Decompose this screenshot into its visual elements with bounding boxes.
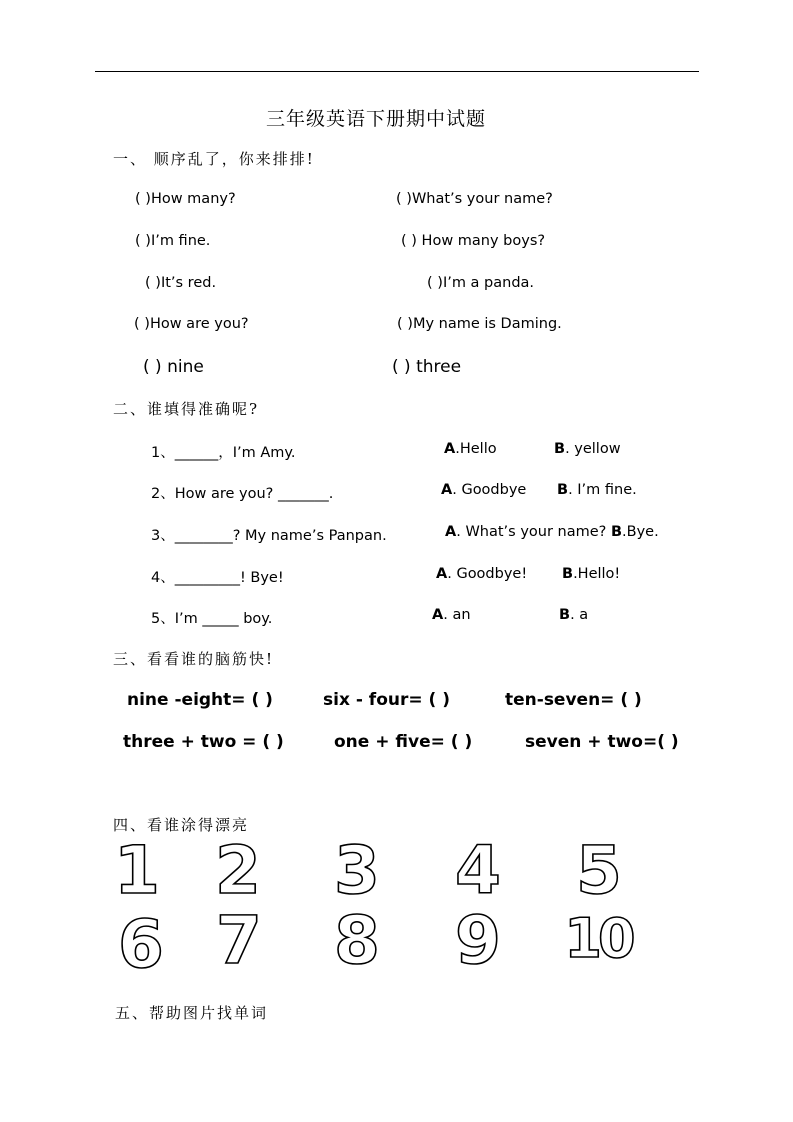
- outline-number-2: 2: [215, 832, 261, 909]
- question-text: 2、How are you? _______.: [151, 486, 334, 502]
- outline-number-1: 1: [114, 832, 160, 909]
- section1-heading: 一、 顺序乱了，你来排排!: [113, 150, 315, 168]
- outline-number-6: 6: [118, 906, 164, 983]
- math-problem: seven + two=( ): [525, 732, 679, 752]
- outline-number-10: 10: [564, 907, 632, 970]
- option-a: A. an: [432, 607, 471, 623]
- option-b: B. a: [559, 607, 589, 623]
- section4-heading: 四、看谁涂得漂亮: [113, 816, 250, 834]
- outline-number-9: 9: [455, 902, 501, 979]
- option-a: A. What’s your name? B.Bye.: [445, 524, 659, 540]
- question-text: 4、_________! Bye!: [151, 570, 284, 586]
- list-item: ( )How are you?: [134, 316, 249, 332]
- list-item: ( ) How many boys?: [401, 233, 546, 249]
- question-text: 3、________? My name’s Panpan.: [151, 528, 387, 544]
- list-item: ( )How many?: [135, 191, 236, 207]
- section3-heading: 三、看看谁的脑筋快!: [113, 650, 275, 668]
- question-text: 5、I’m _____ boy.: [151, 611, 273, 627]
- option-b: B. yellow: [554, 441, 621, 457]
- option-a: A. Goodbye: [441, 482, 527, 498]
- math-problem: three + two = ( ): [123, 732, 284, 752]
- outline-number-4: 4: [455, 832, 501, 909]
- option-a: A.Hello: [444, 441, 497, 457]
- page-title: 三年级英语下册期中试题: [266, 108, 487, 130]
- list-item: ( )It’s red.: [145, 275, 217, 291]
- outline-number-3: 3: [334, 832, 380, 909]
- section5-heading: 五、帮助图片找单词: [115, 1004, 269, 1022]
- question-text: 1、______，I’m Amy.: [151, 445, 296, 461]
- option-b: B.Hello!: [562, 566, 621, 582]
- list-item: ( )What’s your name?: [396, 191, 553, 207]
- list-item: ( )I’m a panda.: [427, 275, 535, 291]
- math-problem: six - four= ( ): [323, 690, 450, 710]
- list-item: ( )I’m fine.: [135, 233, 211, 249]
- list-item: ( )My name is Daming.: [397, 316, 562, 332]
- section2-heading: 二、谁填得准确呢?: [113, 400, 260, 418]
- option-b: B. I’m fine.: [557, 482, 637, 498]
- outline-number-5: 5: [576, 832, 622, 909]
- math-problem: ten-seven= ( ): [505, 690, 642, 710]
- math-problem: one + five= ( ): [334, 732, 473, 752]
- list-item: ( ) nine: [143, 357, 204, 377]
- outline-number-7: 7: [216, 902, 262, 979]
- option-a: A. Goodbye!: [436, 566, 528, 582]
- list-item: ( ) three: [392, 357, 462, 377]
- outline-number-8: 8: [334, 902, 380, 979]
- math-problem: nine -eight= ( ): [127, 690, 273, 710]
